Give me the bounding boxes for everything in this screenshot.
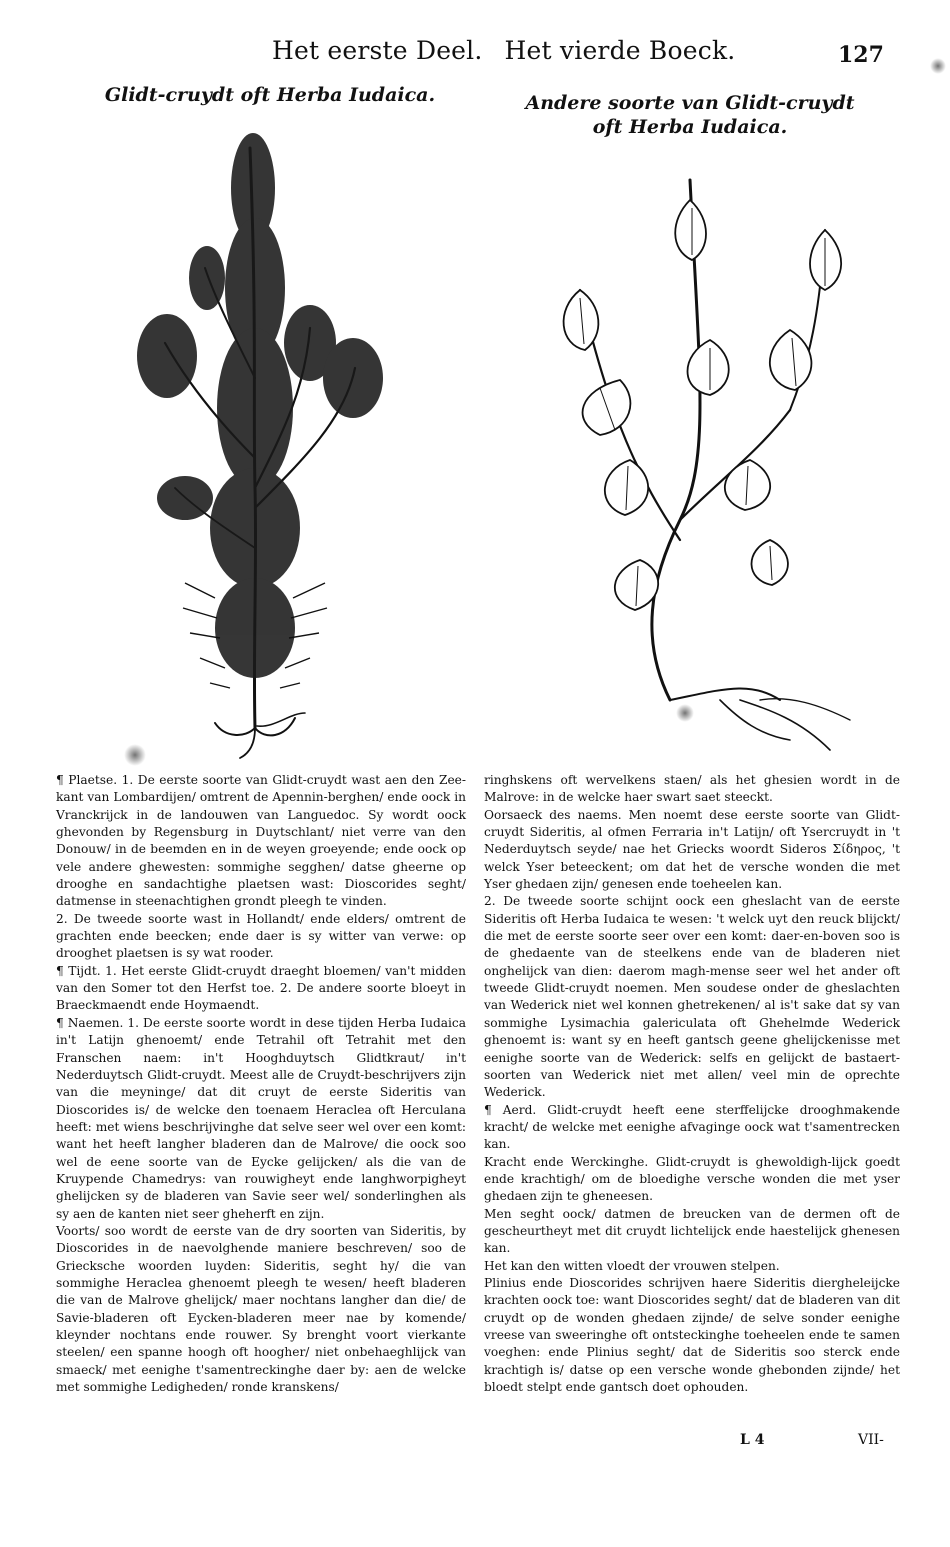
- signature-mark: L 4: [740, 1432, 765, 1448]
- paragraph-kracht: Kracht ende Werckinghe. Glidt-cruydt is ghewoldigh-lijck goedt ende krachtigh/ om de bloedighe versche wonden die met yser ghedaen zijn te gheneesen.: [484, 1154, 900, 1204]
- page-number: 127: [838, 42, 884, 68]
- paragraph-oorsaeck: Oorsaeck des naems. Men noemt dese eerste soorte van Glidt-cruydt Sideritis, al ofmen Ferraria in't Latijn/ oft Ysercruydt in 't Nederduytsch seyde/ nae het Griecks woordt Sideros Σίδηρος, 't welck Yser beteeckent; om dat het de versche wonden die met Yser ghedaen zijn/ genesen ende toeheelen kan.: [484, 807, 900, 892]
- figure-caption-right-line1: Andere soorte van Glidt-cruydt: [525, 92, 855, 114]
- paragraph-aerd: ¶ Aerd. Glidt-cruydt heeft eene sterffelijcke drooghmakende kracht/ de welcke met eenighe afvaginge oock wat t'samentrecken kan.: [484, 1102, 900, 1152]
- paragraph-continuation: ringhskens oft wervelkens staen/ als het ghesien wordt in de Malrove: in de welcke haer swart saet steeckt.: [484, 773, 900, 805]
- paragraph-plaetse-1: ¶ Plaetse. 1. De eerste soorte van Glidt-cruydt wast aen den Zee-kant van Lombardijen/ omtrent de Apennin-berghen/ ende oock in Vranckrijck in de landouwen van Languedoc. Sy wordt oock ghevonden by Regensburg in Duytschlant/ niet verre van den Donouw/ in de beemden en in de weyen groeyende; ende oock op vele andere ghewesten: sommighe segghen/ datse gheerne op drooghe en sandachtighe plaetsen wast: Dioscorides seght/ datmense in steenachtighen grondt pleegh te vinden.: [56, 773, 466, 909]
- running-head-left: Het eerste Deel.: [272, 36, 483, 65]
- running-head-right: Het vierde Boeck.: [504, 36, 736, 65]
- paragraph-tweede-soorte: 2. De tweede soorte schijnt oock een gheslacht van de eerste Sideritis oft Herba Iudaica te wesen: 't welck uyt den reuck blijckt/ die met de eerste soorte seer over een komt: daer-en-boven soo is de ghedaente van de steelkens ende van de bladeren niet onghelijck van dien: daerom magh-mense seer wel het ander oft tweede Glidt-cruydt noemen. Men soudese onder de gheslachten van Wederick niet wel konnen ghetrekenen/ al is't sake dat sy van sommighe Lysimachia galericulata oft Ghehelmde Wederick ghenoemt is: want sy en heeft gantsch geene ghelijckenisse met eenighe soorte van de Wederick: selfs en gelijckt de bastaert-soorten van Wederick niet met allen/ veel min de oprechte Wederick.: [484, 894, 900, 1100]
- catchword: VII-: [858, 1432, 884, 1448]
- running-head: [272, 36, 735, 65]
- paragraph-vloedt: Het kan den witten vloedt der vrouwen stelpen.: [484, 1258, 780, 1273]
- paragraph-plaetse-2: 2. De tweede soorte wast in Hollandt/ ende elders/ omtrent de grachten ende beecken; ende daer is sy witter van verwe: op drooghet plaetsen is sy wat rooder.: [56, 911, 466, 961]
- figure-caption-right-line2: oft Herba Iudaica.: [592, 115, 788, 138]
- figure-caption-left: Glidt-cruydt oft Herba Iudaica.: [104, 84, 436, 106]
- paragraph-tijdt: ¶ Tijdt. 1. Het eerste Glidt-cruydt draeght bloemen/ van't midden van den Somer tot den Herfst toe. 2. De andere soorte bloeyt in Braeckmaendt ende Hoymaendt.: [56, 963, 466, 1013]
- ink-blot: [676, 704, 694, 722]
- paragraph-plinius: Plinius ende Dioscorides schrijven haere Sideritis diergheleijcke krachten oock toe: want Dioscorides seght/ dat de bladeren van dit cruydt op de wonden ghedaen zijnde/ de selve sonder eenighe vreese van sweeringhe oft ontsteckinghe toeheelen ende te samen voeghen: ende Plinius seght/ dat de Sideritis soo sterck ende krachtigh is/ datse op een versche wonde ghebonden zijnde/ het bloedt stelpt ende gantsch doet ophouden.: [484, 1275, 900, 1395]
- figure-caption-right: [500, 92, 880, 140]
- text-column-left: [56, 772, 466, 1396]
- woodcut-right-plant: [520, 160, 880, 760]
- text-column-right: [484, 772, 900, 1396]
- woodcut-left-plant: [105, 128, 405, 768]
- paragraph-breucken: Men seght oock/ datmen de breucken van de dermen oft de gescheurtheyt met dit cruydt lichtelijck ende haestelijck ghenesen kan.: [484, 1206, 900, 1256]
- ink-blot: [124, 744, 146, 766]
- paragraph-naemen: ¶ Naemen. 1. De eerste soorte wordt in dese tijden Herba Iudaica in't Latijn ghenoemt/ ende Tetrahil oft Tetrahit met den Franschen naem: in't Hooghduytsch Glidtkraut/ in't Nederduytsch Glidt-cruydt. Meest alle de Cruydt-beschrijvers zijn van die meyninge/ dat dit cruyt de eerste Sideritis van Dioscorides is/ de welcke den toenaem Heraclea oft Herculana heeft: met wiens beschrijvinghe dat selve seer wel over een komt: want het heeft langher bladeren dan de Malrove/ die oock soo wel de eene soorte van de Eycke gelijcken/ als die van de Kruypende Chamedrys: van rouwigheyt ende langhworpigheyt ghelijcken sy de bladeren van Savie seer wel/ sonderlinghen als sy aen de kanten niet seer gheherft en zijn.: [56, 1015, 466, 1221]
- paragraph-voorts: Voorts/ soo wordt de eerste van de dry soorten van Sideritis, by Dioscorides in de naevolghende maniere beschreven/ soo de Griecksche woorden luyden: Sideritis, seght hy/ die van sommighe Heraclea ghenoemt pleegh te wesen/ heeft bladeren die van de Malrove ghelijck/ maer nochtans langher dan die/ de Savie-bladeren oft Eycken-bladeren meer nae by komende/ kleynder nochtans ende rouwer. Sy brenght voort vierkante steelen/ een spanne hoogh oft hoogher/ niet onbehaeghlijck van smaeck/ met eenighe t'samentreckinghe daer by: aen de welcke met sommighe Ledigheden/ ronde kranskens/: [56, 1223, 466, 1395]
- ink-blot: [930, 58, 946, 74]
